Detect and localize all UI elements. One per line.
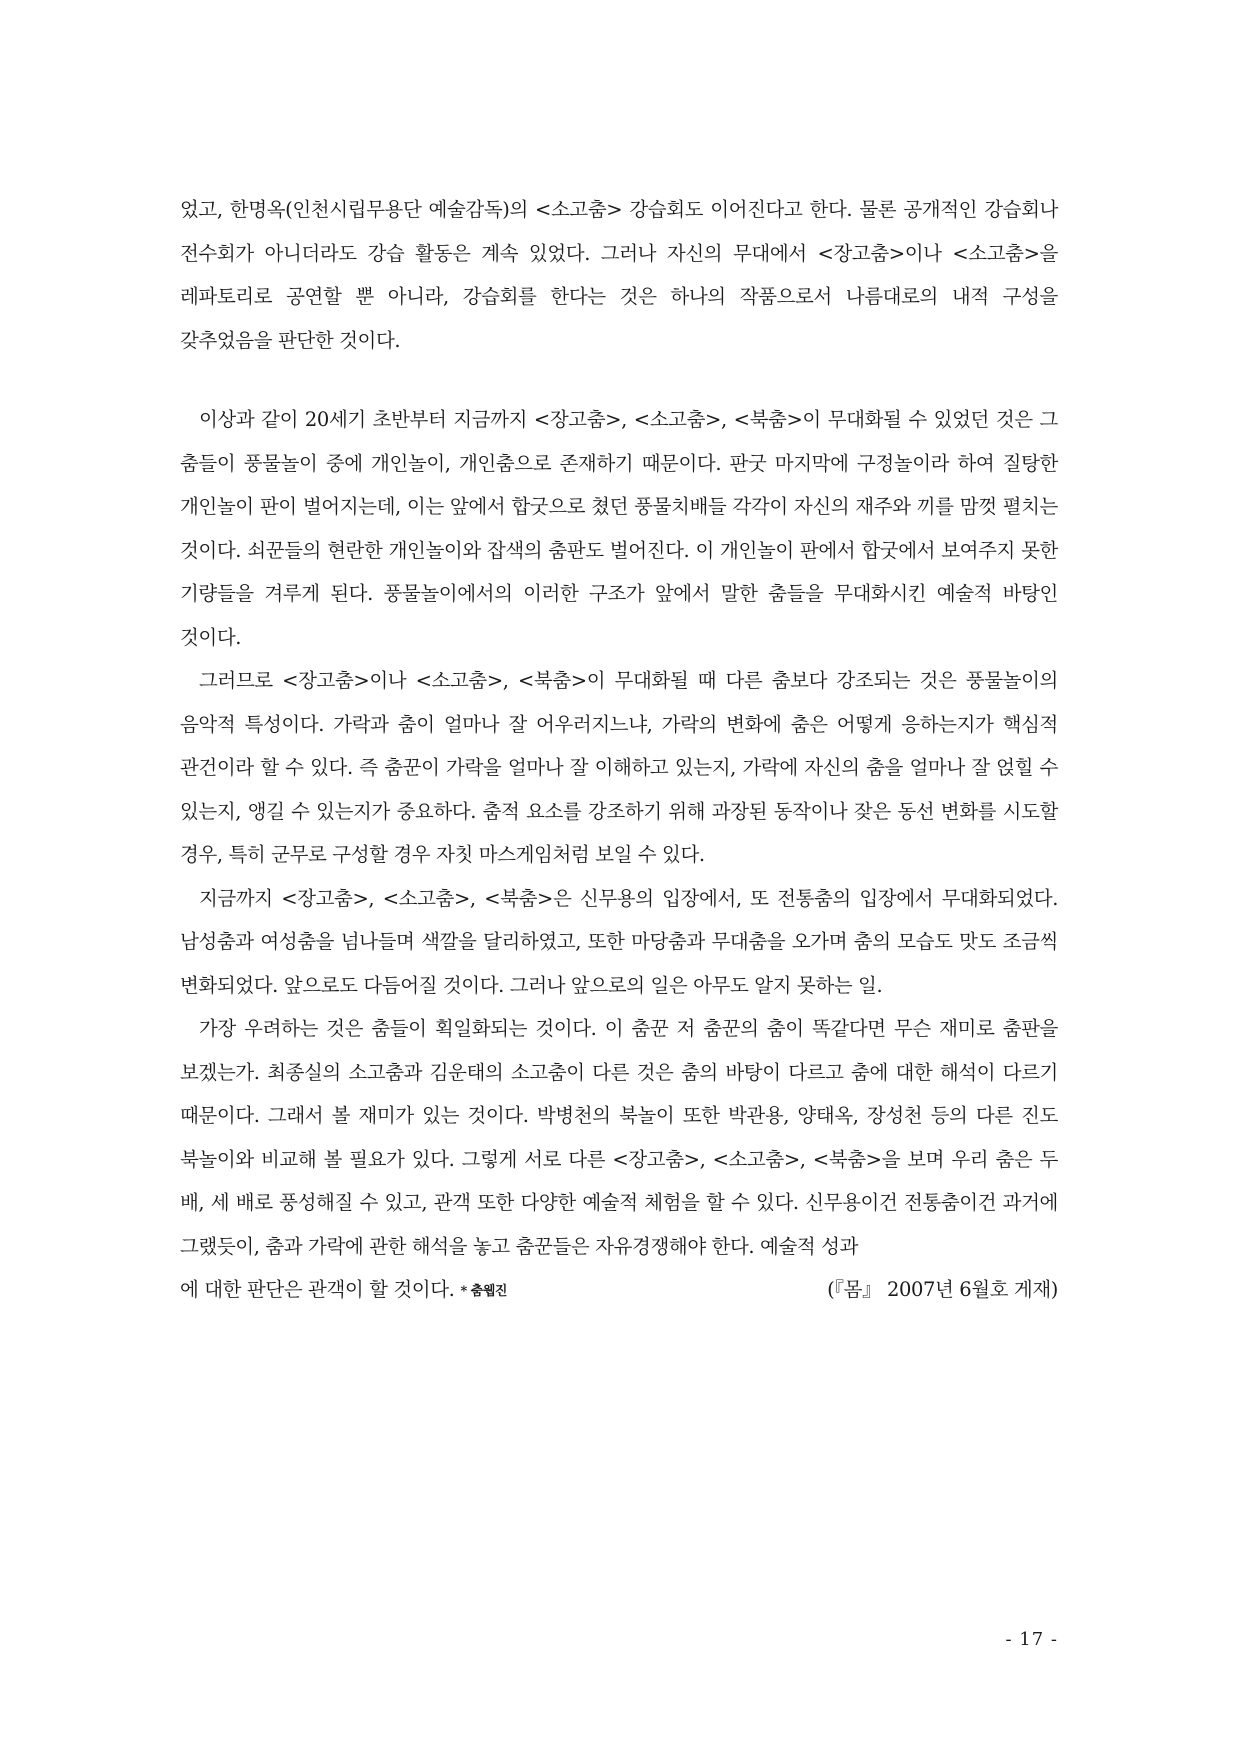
paragraph-3: 지금까지 <장고춤>, <소고춤>, <북춤>은 신무용의 입장에서, 또 전통춤의 입장에서 무대화되었다. 남성춤과 여성춤을 넘나들며 색깔을 달리하였고, 또한 마당춤과 무대춤을 오가며 춤의 모습도 맛도 조금씩 변화되었다. 앞으로도 다듬어질 것이다. 그러나 앞으로의 일은 아무도 알지 못하는 일. — [180, 886, 1058, 997]
page-number: - 17 - — [1005, 1629, 1058, 1650]
paragraph-2: 그러므로 <장고춤>이나 <소고춤>, <북춤>이 무대화될 때 다른 춤보다 강조되는 것은 풍물놀이의 음악적 특성이다. 가락과 춤이 얼마나 잘 어우러지느냐, 가락의 변화에 춤은 어떻게 응하는지가 핵심적 관건이라 할 수 있다. 즉 춤꾼이 가락을 얼마나 잘 이해하고 있는지, 가락에 자신의 춤을 얼마나 잘 얹힐 수 있는지, 앵길 수 있는지가 중요하다. 춤적 요소를 강조하기 위해 과장된 동작이나 잦은 동선 변화를 시도할 경우, 특히 군무로 구성할 경우 자칫 마스게임처럼 보일 수 있다. — [180, 669, 1058, 866]
author-mark: * 춤웹진 — [460, 1284, 507, 1299]
source-citation: (『몸』 2007년 6월호 게재) — [827, 1278, 1058, 1301]
final-line-text: 에 대한 판단은 관객이 할 것이다. — [180, 1278, 455, 1301]
paragraph-1: 이상과 같이 20세기 초반부터 지금까지 <장고춤>, <소고춤>, <북춤>이 무대화될 수 있었던 것은 그 춤들이 풍물놀이 중에 개인놀이, 개인춤으로 존재하기 때문이다. 판굿 마지막에 구정놀이라 하여 질탕한 개인놀이 판이 벌어지는데, 이는 앞에서 합굿으로 쳤던 풍물치배들 각각이 자신의 재주와 끼를 맘껏 펼치는 것이다. 쇠꾼들의 현란한 개인놀이와 잡색의 춤판도 벌어진다. 이 개인놀이 판에서 합굿에서 보여주지 못한 기량들을 겨루게 된다. 풍물놀이에서의 이러한 구조가 앞에서 말한 춤들을 무대화시킨 예술적 바탕인 것이다. — [180, 408, 1058, 649]
paragraph-continued: 었고, 한명옥(인천시립무용단 예술감독)의 <소고춤> 강습회도 이어진다고 한다. 물론 공개적인 강습회나 전수회가 아니더라도 강습 활동은 계속 있었다. 그러나 자신의 무대에서 <장고춤>이나 <소고춤>을 레파토리로 공연할 뿐 아니라, 강습회를 한다는 것은 하나의 작품으로서 나름대로의 내적 구성을 갖추었음을 판단한 것이다. — [180, 198, 1058, 352]
main-text-block — [180, 398, 1058, 1314]
paragraph-4: 가장 우려하는 것은 춤들이 획일화되는 것이다. 이 춤꾼 저 춤꾼의 춤이 똑같다면 무슨 재미로 춤판을 보겠는가. 최종실의 소고춤과 김운태의 소고춤이 다른 것은 춤의 바탕이 다르고 춤에 대한 해석이 다르기 때문이다. 그래서 볼 재미가 있는 것이다. 박병천의 북놀이 또한 박관용, 양태옥, 장성천 등의 다른 진도 북놀이와 비교해 볼 필요가 있다. 그렇게 서로 다른 <장고춤>, <소고춤>, <북춤>을 보며 우리 춤은 두 배, 세 배로 풍성해질 수 있고, 관객 또한 다양한 예술적 체험을 할 수 있다. 신무용이건 전통춤이건 과거에 그랬듯이, 춤과 가락에 관한 해석을 놓고 춤꾼들은 자유경쟁해야 한다. 예술적 성과 — [180, 1017, 1058, 1258]
paragraph-4-final-line — [180, 1268, 1058, 1314]
top-text-block — [180, 188, 1058, 362]
